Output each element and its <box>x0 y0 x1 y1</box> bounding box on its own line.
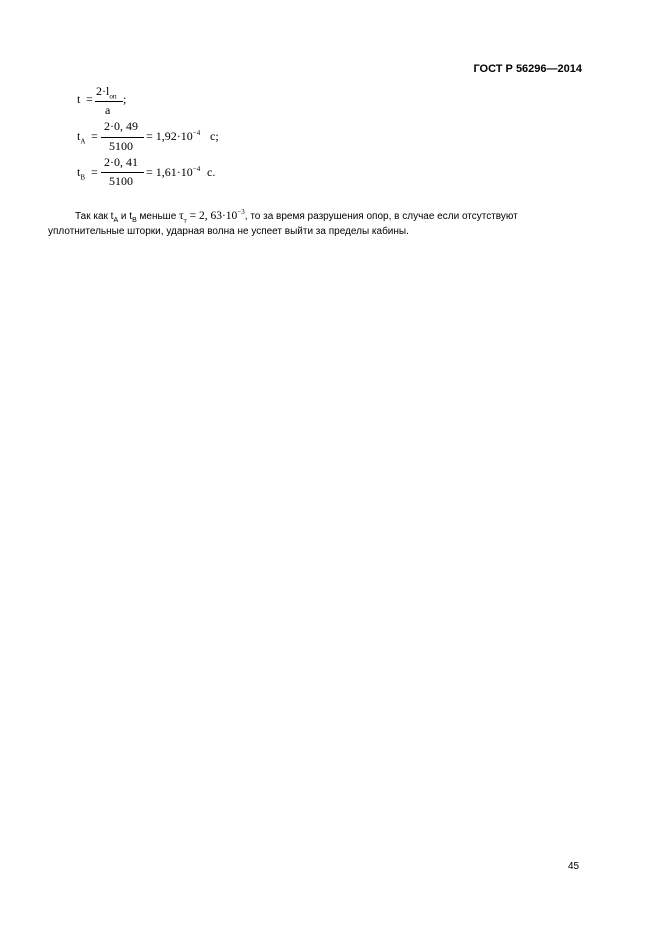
formula-tb-equals: = <box>91 165 98 179</box>
formula-ta-result: = $1,92\cdot 10^{-4}$ <box>146 129 201 143</box>
formula-t-denominator: a <box>105 103 111 117</box>
formula-ta-fraction-bar <box>101 137 144 138</box>
formula-ta-equals: = <box>91 129 98 143</box>
formula-ta-numerator: 2·0, 49 <box>104 119 138 133</box>
formula-tb-result: = $1,61\cdot 10^{-4}$ <box>146 165 201 179</box>
formula-tb-denominator: 5100 <box>109 174 133 188</box>
formula-ta-unit: c; <box>210 129 219 143</box>
formula-t-semicolon: ; <box>123 92 127 106</box>
paragraph-line-2: уплотнительные шторки, ударная волна не успеет выйти за пределы кабины. <box>48 226 409 237</box>
paragraph-line-1: Так как $t_A$ и $t_B$ меньше $\tau_т = 2$, $63\cdot 10^{-3}$, то за время разрушения опор, в случае если отсутствуют <box>75 208 518 225</box>
formula-t-equals: = <box>86 92 93 106</box>
formula-tb-unit: c. <box>207 165 216 179</box>
formula-ta-denominator: 5100 <box>109 139 133 153</box>
formula-t-lhs: t <box>77 92 81 106</box>
formula-t-numerator: $2\cdot l_{оп}$ <box>96 84 117 101</box>
formula-tb-numerator: 2·0, 41 <box>104 155 138 169</box>
tau-expression: $\tau_т = 2$, $63\cdot 10^{-3}$ <box>179 208 245 225</box>
formula-tb-lhs: $t_B$ <box>77 165 86 182</box>
document-header: ГОСТ Р 56296—2014 <box>473 63 582 75</box>
formula-tb-fraction-bar <box>101 172 144 173</box>
formula-t-fraction-bar <box>95 101 123 102</box>
page-number: 45 <box>568 861 580 872</box>
formula-ta-lhs: $t_A$ <box>77 129 86 146</box>
